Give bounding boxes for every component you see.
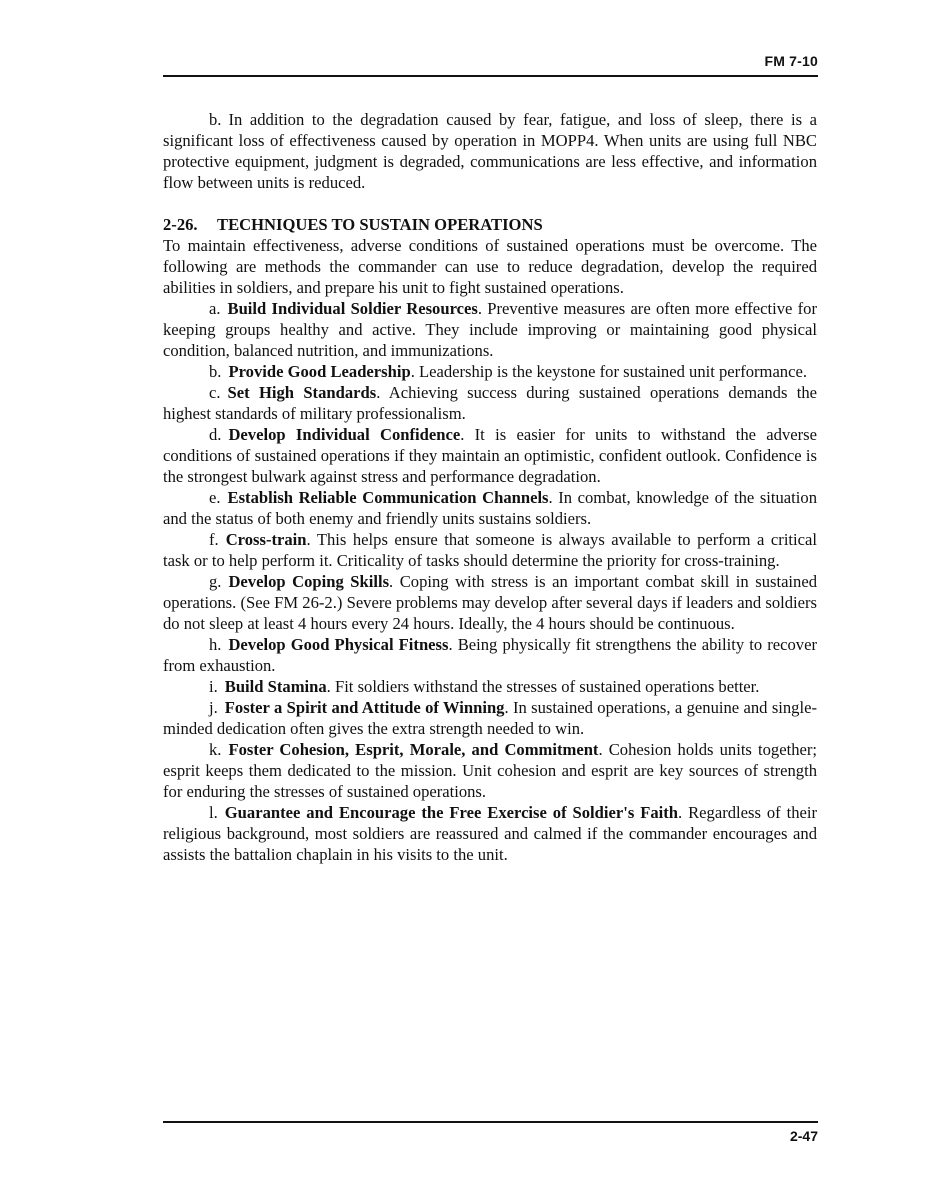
technique-item [163, 382, 817, 424]
item-term: Set High Standards [227, 383, 377, 402]
item-text: . Being physically fit strengthens the ability to recover from exhaustion. [163, 635, 817, 675]
item-term: Develop Coping Skills [228, 572, 390, 591]
item-letter: b. [209, 362, 222, 381]
item-letter: k. [209, 740, 222, 759]
item-letter: a. [209, 299, 221, 318]
item-term: Build Stamina [224, 677, 327, 696]
item-text: . Preventive measures are often more effective for keeping groups healthy and active. They include improving or maintaining good physical condition, balanced nutrition, and immunizations. [163, 299, 817, 360]
item-term: Provide Good Leadership [228, 362, 411, 381]
item-text: . Achieving success during sustained operations demands the highest standards of military professionalism. [163, 383, 817, 423]
item-text: . This helps ensure that someone is always available to perform a critical task or to help perform it. Criticality of tasks should determine the priority for cross-training. [163, 530, 817, 570]
item-text: . Fit soldiers withstand the stresses of sustained operations better. [326, 677, 760, 696]
item-text: . Cohesion holds units together; esprit keeps them dedicated to the mission. Unit cohesion and esprit are key sources of strength for enduring the stresses of sustained operations. [163, 740, 817, 801]
technique-item [163, 802, 817, 865]
item-letter: l. [209, 803, 218, 822]
item-letter: h. [209, 635, 222, 654]
section-intro: To maintain effectiveness, adverse conditions of sustained operations must be overcome. The following are methods the commander can use to reduce degradation, develop the required abilities in soldiers, and prepare his unit to fight sustained operations. [163, 236, 817, 297]
technique-item [163, 676, 817, 697]
page-number: 2-47 [789, 1128, 818, 1144]
item-term: Develop Good Physical Fitness [228, 635, 449, 654]
technique-item [163, 634, 817, 676]
item-letter: f. [209, 530, 219, 549]
technique-item [163, 529, 817, 571]
technique-item [163, 697, 817, 739]
item-term: Cross-train [225, 530, 307, 549]
technique-item [163, 361, 817, 382]
item-term: Foster Cohesion, Esprit, Morale, and Commitment [228, 740, 599, 759]
technique-item [163, 424, 817, 487]
section-number: 2-26. [163, 215, 198, 234]
section-heading [163, 214, 817, 235]
item-term: Establish Reliable Communication Channels [227, 488, 549, 507]
item-letter: j. [209, 698, 218, 717]
item-term: Foster a Spirit and Attitude of Winning [224, 698, 505, 717]
item-letter: e. [209, 488, 221, 507]
item-term: Develop Individual Confidence [228, 425, 461, 444]
technique-item [163, 571, 817, 634]
intro-paragraph [163, 109, 817, 193]
technique-item [163, 487, 817, 529]
page-body [163, 109, 817, 865]
paragraph-text: In addition to the degradation caused by fear, fatigue, and loss of sleep, there is a significant loss of effectiveness caused by operation in MOPP4. When units are using full NBC protective equipment, judgment is degraded, communications are less effective, and information flow between units is reduced. [163, 110, 817, 192]
item-text: . Coping with stress is an important combat skill in sustained operations. (See FM 26-2.) Severe problems may develop after several days if leaders and soldiers do not sleep at least 4 hours every 24 hours. Ideally, the 4 hours should be continuous. [163, 572, 817, 633]
item-text: . In sustained operations, a genuine and single-minded dedication often gives the extra strength needed to win. [163, 698, 817, 738]
item-letter: c. [209, 383, 221, 402]
item-text: . Regardless of their religious background, most soldiers are reassured and calmed if the commander encourages and assists the battalion chaplain in his visits to the unit. [163, 803, 817, 864]
section-title: TECHNIQUES TO SUSTAIN OPERATIONS [217, 215, 543, 234]
footer-rule [163, 1121, 818, 1123]
item-term: Guarantee and Encourage the Free Exercise of Soldier's Faith [224, 803, 679, 822]
paragraph-letter: b. [209, 110, 222, 129]
item-term: Build Individual Soldier Resources [227, 299, 478, 318]
item-letter: i. [209, 677, 218, 696]
header-rule [163, 75, 818, 77]
technique-item [163, 298, 817, 361]
manual-id: FM 7-10 [764, 53, 818, 69]
item-letter: g. [209, 572, 222, 591]
item-text: . In combat, knowledge of the situation and the status of both enemy and friendly units sustains soldiers. [163, 488, 817, 528]
technique-list [163, 298, 817, 865]
item-text: . It is easier for units to withstand the adverse conditions of sustained operations if they maintain an optimistic, confident outlook. Confidence is the strongest bulwark against stress and performance degradation. [163, 425, 817, 486]
item-text: . Leadership is the keystone for sustained unit performance. [410, 362, 807, 381]
item-letter: d. [209, 425, 222, 444]
technique-item [163, 739, 817, 802]
